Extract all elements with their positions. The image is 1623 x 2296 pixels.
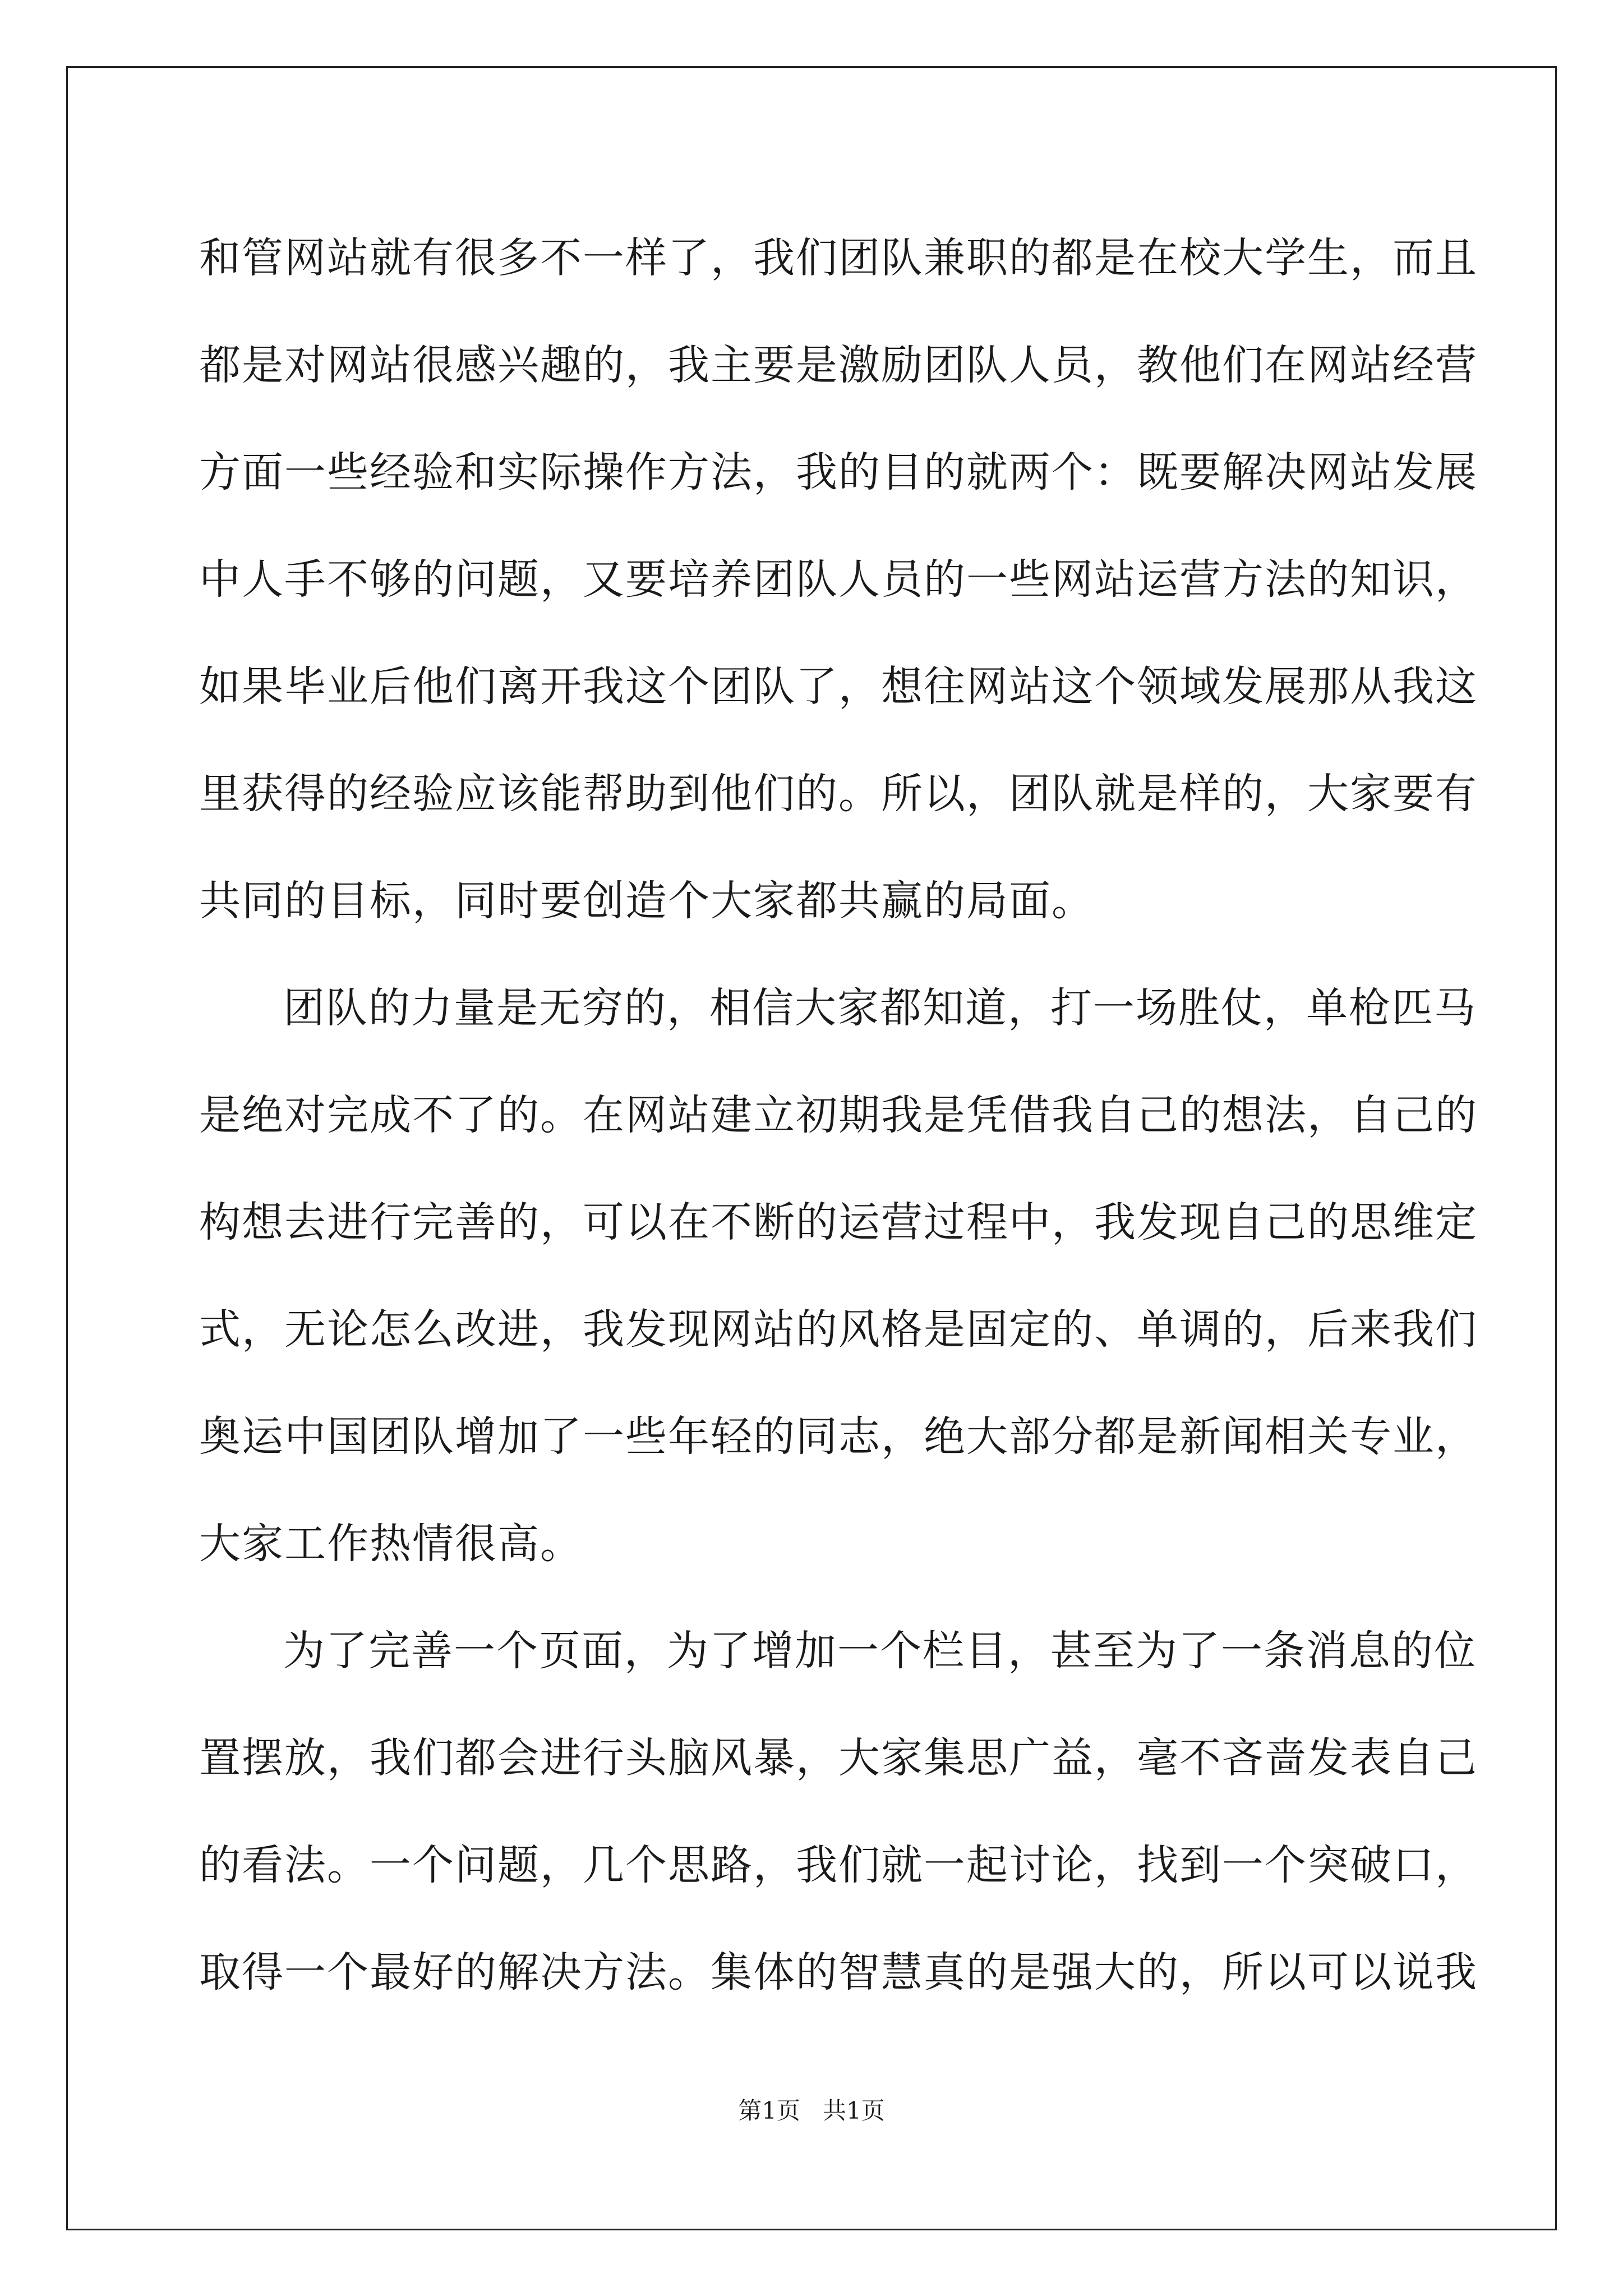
text-line: 共同的目标，同时要创造个大家都共赢的局面。 [199,877,1094,925]
text-line: 为了完善一个页面，为了增加一个栏目，甚至为了一条消息的位 [283,1627,1477,1675]
text-line: 团队的力量是无穷的，相信大家都知道，打一场胜仗，单枪匹马 [283,984,1477,1032]
page-footer: 第1页 共1页 [738,2097,885,2124]
document-body [199,205,1478,2026]
text-line: 奥运中国团队增加了一些年轻的同志，绝大部分都是新闻相关专业， [199,1412,1478,1461]
text-line: 大家工作热情很高。 [199,1520,583,1568]
text-line: 的看法。一个问题，几个思路，我们就一起讨论，找到一个突破口， [199,1841,1478,1889]
text-line: 方面一些经验和实际操作方法，我的目的就两个：既要解决网站发展 [199,448,1478,496]
text-line: 里获得的经验应该能帮助到他们的。所以，团队就是样的，大家要有 [199,770,1478,818]
text-line: 都是对网站很感兴趣的，我主要是激励团队人员，教他们在网站经营 [199,341,1478,389]
text-line: 构想去进行完善的，可以在不断的运营过程中，我发现自己的思维定 [199,1198,1478,1246]
text-line: 取得一个最好的解决方法。集体的智慧真的是强大的，所以可以说我 [199,1948,1478,1996]
text-line: 中人手不够的问题，又要培养团队人员的一些网站运营方法的知识， [199,555,1478,604]
text-line: 置摆放，我们都会进行头脑风暴，大家集思广益，毫不吝啬发表自己 [199,1734,1478,1782]
text-line: 式，无论怎么改进，我发现网站的风格是固定的、单调的，后来我们 [199,1305,1478,1354]
text-line: 如果毕业后他们离开我这个团队了，想往网站这个领域发展那从我这 [199,662,1478,711]
text-line: 和管网站就有很多不一样了，我们团队兼职的都是在校大学生，而且 [199,234,1478,282]
text-line: 是绝对完成不了的。在网站建立初期我是凭借我自己的想法，自己的 [199,1091,1478,1139]
